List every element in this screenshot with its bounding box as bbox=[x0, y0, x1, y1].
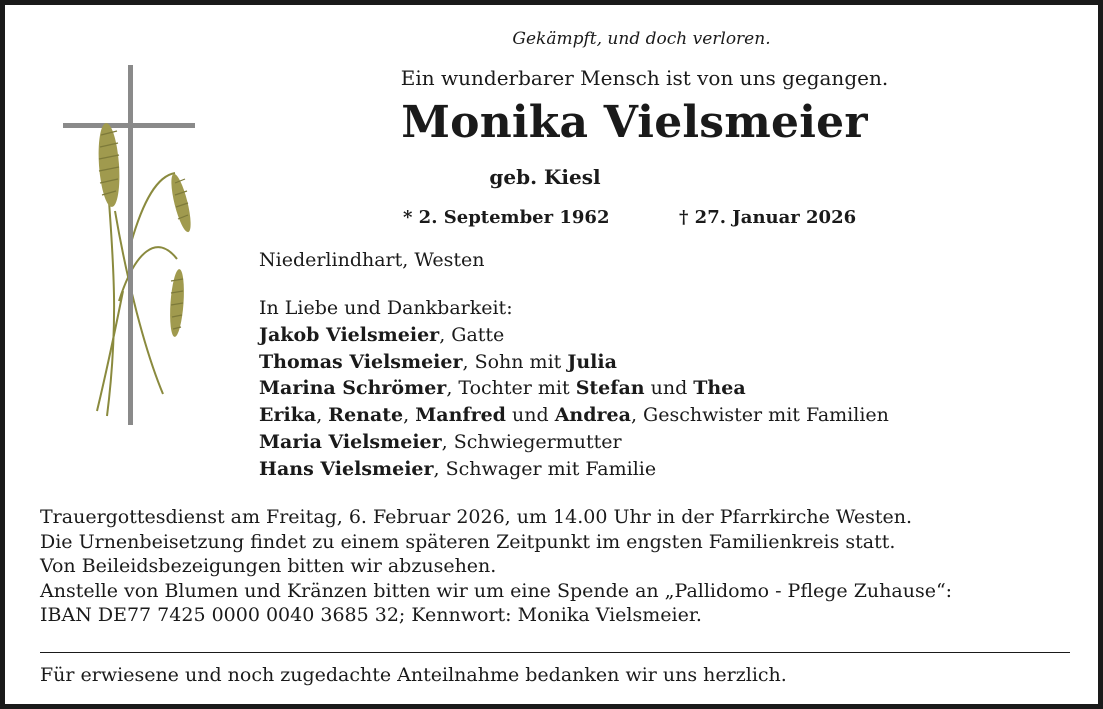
divider bbox=[40, 652, 1070, 653]
deceased-name: Monika Vielsmeier bbox=[401, 97, 868, 148]
family-member-relation: , Geschwister mit Familien bbox=[630, 404, 889, 427]
family-member-name: Erika bbox=[259, 404, 317, 427]
family-member-relation: , Schwiegermutter bbox=[441, 430, 622, 453]
intro-line: Ein wunderbarer Mensch ist von uns gegangen. bbox=[400, 66, 889, 90]
family-member-relation: , Gatte bbox=[439, 323, 505, 346]
family-member-line bbox=[259, 456, 889, 483]
death-date: † 27. Januar 2026 bbox=[679, 207, 857, 228]
family-member-name: Thomas Vielsmeier bbox=[259, 350, 463, 373]
service-line: Trauergottesdienst am Freitag, 6. Februar 2026, um 14.00 Uhr in der Pfarrkirche Westen. bbox=[40, 506, 913, 528]
donation-line: Anstelle von Blumen und Kränzen bitten wir um eine Spende an „Pallidomo - Pflege Zuhause“: bbox=[40, 579, 953, 602]
family-member-name: Julia bbox=[567, 350, 617, 373]
motto: Gekämpft, und doch verloren. bbox=[512, 29, 771, 49]
life-dates bbox=[403, 207, 856, 228]
family-member-line bbox=[259, 429, 889, 456]
family-member-line bbox=[259, 349, 889, 376]
family-member-relation: und bbox=[644, 377, 694, 400]
family-member-relation: , Sohn mit bbox=[462, 350, 568, 373]
family-heading: In Liebe und Dankbarkeit: bbox=[259, 297, 513, 319]
family-member-name: Maria Vielsmeier bbox=[259, 430, 442, 453]
family-member-name: Manfred bbox=[415, 404, 506, 427]
family-member-name: Stefan bbox=[575, 377, 645, 400]
family-lines bbox=[259, 322, 889, 483]
birth-name: geb. Kiesl bbox=[489, 165, 601, 189]
thanks-line: Für erwiesene und noch zugedachte Anteilnahme bedanken wir uns herzlich. bbox=[40, 664, 787, 686]
birth-date: * 2. September 1962 bbox=[403, 207, 610, 228]
family-member-name: Renate bbox=[328, 404, 404, 427]
family-member-relation: , bbox=[403, 404, 416, 427]
burial-line: Die Urnenbeisetzung findet zu einem späteren Zeitpunkt im engsten Familienkreis statt. bbox=[40, 530, 896, 553]
condolence-line: Von Beileidsbezeigungen bitten wir abzusehen. bbox=[40, 555, 497, 577]
family-list bbox=[259, 295, 889, 483]
family-member-relation: , Schwager mit Familie bbox=[433, 457, 657, 480]
family-member-line bbox=[259, 402, 889, 429]
family-member-name: Jakob Vielsmeier bbox=[259, 323, 440, 346]
family-member-relation: , Tochter mit bbox=[446, 377, 576, 400]
family-member-name: Marina Schrömer bbox=[259, 377, 447, 400]
residence: Niederlindhart, Westen bbox=[259, 249, 485, 271]
service-info bbox=[40, 505, 952, 628]
family-member-relation: und bbox=[505, 404, 555, 427]
family-member-name: Thea bbox=[693, 377, 746, 400]
family-member-relation: , bbox=[316, 404, 329, 427]
family-member-line bbox=[259, 375, 889, 402]
iban-line: IBAN DE77 7425 0000 0040 3685 32; Kennwort: Monika Vielsmeier. bbox=[40, 604, 702, 626]
family-member-name: Andrea bbox=[554, 404, 631, 427]
family-member-line bbox=[259, 322, 889, 349]
family-member-name: Hans Vielsmeier bbox=[259, 457, 434, 480]
